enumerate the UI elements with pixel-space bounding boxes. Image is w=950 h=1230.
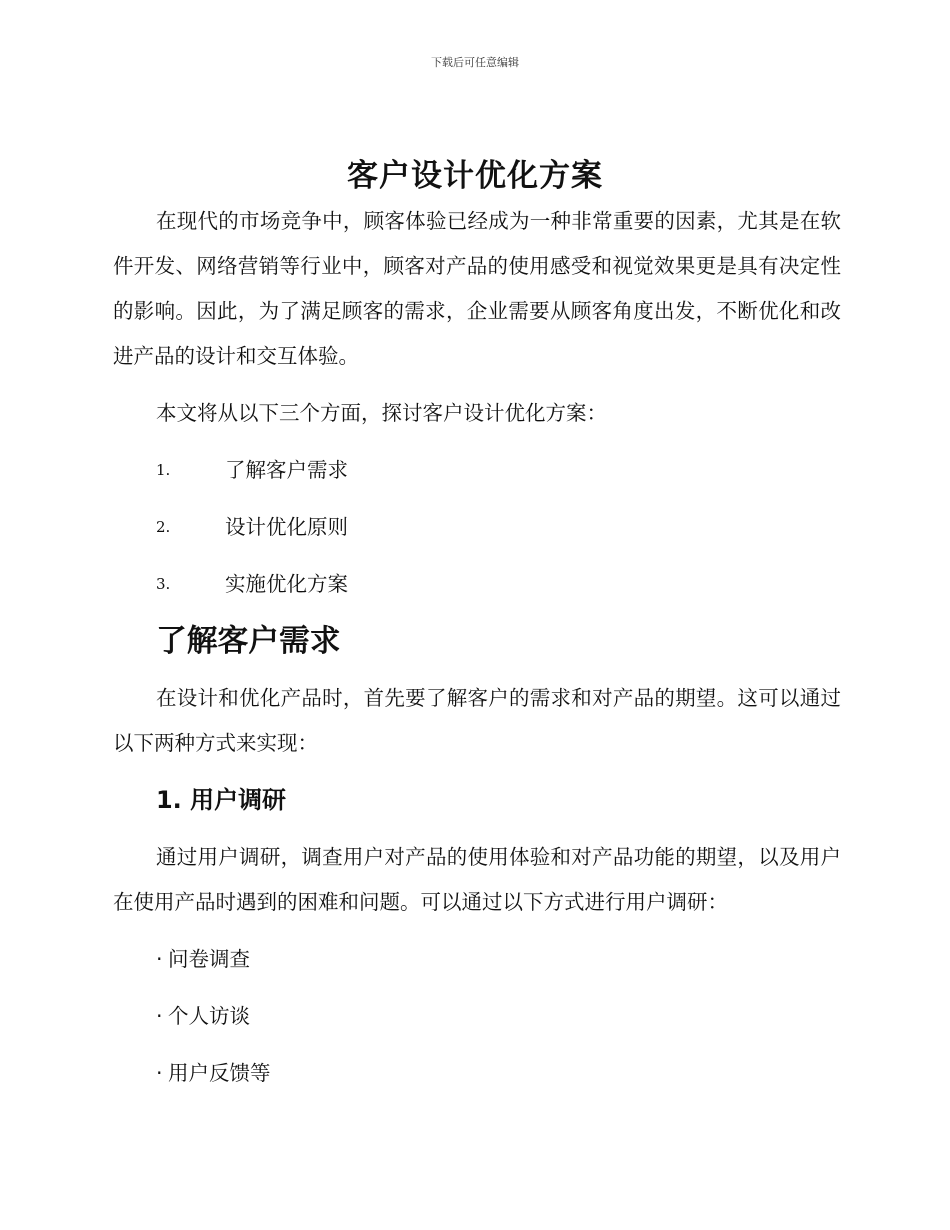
outline-text: 了解客户需求 — [225, 458, 348, 482]
outline-item — [113, 505, 841, 550]
bullet-text: 问卷调查 — [168, 947, 250, 971]
outline-text: 设计优化原则 — [225, 515, 348, 539]
outline-number: 3. — [156, 575, 171, 593]
section-paragraph: 在设计和优化产品时，首先要了解客户的需求和对产品的期望。这可以通过以下两种方式来实现： — [113, 686, 841, 755]
outline-intro: 本文将从以下三个方面，探讨客户设计优化方案： — [156, 401, 607, 425]
outline-text: 实施优化方案 — [225, 572, 348, 596]
subsection-paragraph: 通过用户调研，调查用户对产品的使用体验和对产品功能的期望，以及用户在使用产品时遇到的困难和问题。可以通过以下方式进行用户调研： — [113, 845, 841, 914]
outline-number: 1. — [156, 461, 171, 479]
outline-item — [113, 562, 841, 607]
intro-paragraph: 在现代的市场竞争中，顾客体验已经成为一种非常重要的因素，尤其是在软件开发、网络营销等行业中，顾客对产品的使用感受和视觉效果更是具有决定性的影响。因此，为了满足顾客的需求，企业需要从顾客角度出发，不断优化和改进产品的设计和交互体验。 — [113, 209, 841, 368]
bullet-text: 用户反馈等 — [168, 1061, 271, 1085]
bullet-text: 个人访谈 — [168, 1004, 250, 1028]
outline-item — [113, 448, 841, 493]
outline-number: 2. — [156, 518, 171, 536]
document-body — [113, 199, 841, 1096]
bullet-item — [113, 937, 841, 982]
bullet-item — [113, 1051, 841, 1096]
bullet-item — [113, 994, 841, 1039]
header-note: 下载后可任意编辑 — [431, 56, 519, 69]
bullet-mark: · — [156, 1004, 163, 1028]
bullet-mark: · — [156, 1061, 163, 1085]
bullet-mark: · — [156, 947, 163, 971]
document-title: 客户设计优化方案 — [347, 158, 603, 194]
section-heading: 了解客户需求 — [156, 623, 341, 659]
subsection-heading: 1. 用户调研 — [156, 786, 287, 814]
